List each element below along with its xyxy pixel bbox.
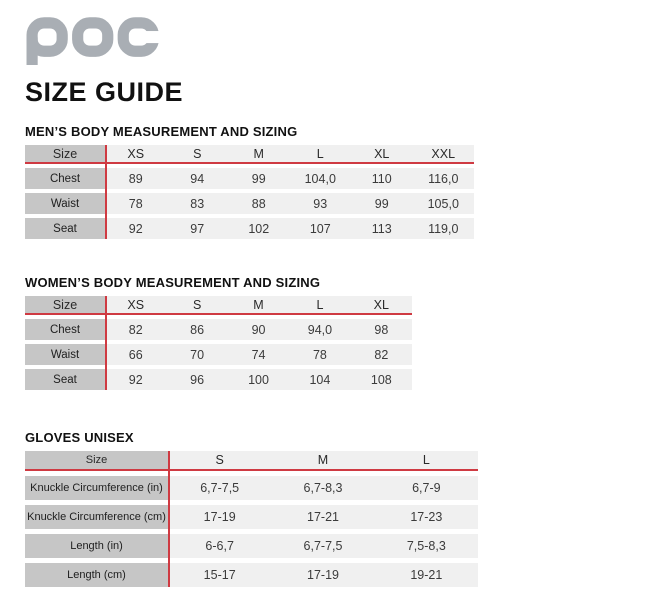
value-cell: 89 xyxy=(105,168,167,189)
row-label-cell: Waist xyxy=(25,344,105,365)
value-cell: 74 xyxy=(228,344,289,365)
value-cell: 94,0 xyxy=(289,319,350,340)
poc-logo-letter-o xyxy=(78,23,108,51)
value-cell: 98 xyxy=(351,319,412,340)
womens-sizing-section xyxy=(25,275,660,390)
row-label-cell: Waist xyxy=(25,193,105,214)
column-header-l: L xyxy=(290,145,352,162)
page-title: SIZE GUIDE xyxy=(25,77,184,107)
value-cell: 6-6,7 xyxy=(168,534,271,558)
value-cell: 83 xyxy=(167,193,229,214)
value-cell: 6,7-7,5 xyxy=(271,534,374,558)
table-row xyxy=(25,369,412,390)
value-cell: 82 xyxy=(351,344,412,365)
section-heading-mens: MEN’S BODY MEASUREMENT AND SIZING xyxy=(25,124,298,140)
value-cell: 86 xyxy=(166,319,227,340)
column-header-s: S xyxy=(168,451,271,469)
table-row xyxy=(25,218,474,239)
gloves-sizing-section xyxy=(25,430,660,587)
value-cell: 119,0 xyxy=(413,218,475,239)
value-cell: 102 xyxy=(228,218,290,239)
table-row xyxy=(25,319,412,340)
table-header-row xyxy=(25,145,474,164)
row-label-cell: Chest xyxy=(25,319,105,340)
value-cell: 104,0 xyxy=(290,168,352,189)
table-row xyxy=(25,505,478,529)
value-cell: 116,0 xyxy=(413,168,475,189)
value-cell: 6,7-7,5 xyxy=(168,476,271,500)
table-row xyxy=(25,534,478,558)
row-label-cell: Seat xyxy=(25,218,105,239)
row-label-cell: Knuckle Circumference (cm) xyxy=(25,505,168,529)
value-cell: 17-19 xyxy=(271,563,374,587)
value-cell: 6,7-8,3 xyxy=(271,476,374,500)
value-cell: 107 xyxy=(290,218,352,239)
mens-sizing-section xyxy=(25,124,660,239)
column-divider-line xyxy=(105,296,107,390)
value-cell: 82 xyxy=(105,319,166,340)
table-row xyxy=(25,563,478,587)
table-row xyxy=(25,193,474,214)
table-header-row xyxy=(25,451,478,471)
value-cell: 7,5-8,3 xyxy=(375,534,478,558)
value-cell: 17-23 xyxy=(375,505,478,529)
row-label-cell: Chest xyxy=(25,168,105,189)
table-row xyxy=(25,344,412,365)
row-label-cell: Length (cm) xyxy=(25,563,168,587)
column-header-s: S xyxy=(167,145,229,162)
table-row xyxy=(25,168,474,189)
value-cell: 108 xyxy=(351,369,412,390)
column-divider-line xyxy=(105,145,107,239)
section-heading-gloves: GLOVES UNISEX xyxy=(25,430,134,446)
corner-size-cell: Size xyxy=(25,451,168,469)
row-label-cell: Seat xyxy=(25,369,105,390)
womens-sizing-table xyxy=(25,296,412,390)
gloves-sizing-table xyxy=(25,451,478,587)
mens-sizing-table xyxy=(25,145,474,239)
column-header-xl: XL xyxy=(351,296,412,313)
section-heading-womens: WOMEN’S BODY MEASUREMENT AND SIZING xyxy=(25,275,321,291)
column-header-xl: XL xyxy=(351,145,413,162)
column-header-m: M xyxy=(271,451,374,469)
value-cell: 100 xyxy=(228,369,289,390)
corner-size-cell: Size xyxy=(25,145,105,162)
poc-logo-letter-c-gap xyxy=(146,31,163,43)
value-cell: 97 xyxy=(167,218,229,239)
value-cell: 90 xyxy=(228,319,289,340)
table-row xyxy=(25,476,478,500)
poc-logo xyxy=(25,16,163,65)
value-cell: 104 xyxy=(289,369,350,390)
value-cell: 78 xyxy=(105,193,167,214)
column-header-xs: XS xyxy=(105,145,167,162)
value-cell: 66 xyxy=(105,344,166,365)
value-cell: 19-21 xyxy=(375,563,478,587)
value-cell: 94 xyxy=(167,168,229,189)
value-cell: 93 xyxy=(290,193,352,214)
value-cell: 105,0 xyxy=(413,193,475,214)
value-cell: 88 xyxy=(228,193,290,214)
value-cell: 99 xyxy=(228,168,290,189)
value-cell: 99 xyxy=(351,193,413,214)
column-header-l: L xyxy=(375,451,478,469)
value-cell: 15-17 xyxy=(168,563,271,587)
column-divider-line xyxy=(168,451,170,587)
value-cell: 17-21 xyxy=(271,505,374,529)
row-label-cell: Length (in) xyxy=(25,534,168,558)
column-header-xs: XS xyxy=(105,296,166,313)
value-cell: 78 xyxy=(289,344,350,365)
column-header-s: S xyxy=(166,296,227,313)
value-cell: 92 xyxy=(105,369,166,390)
table-header-row xyxy=(25,296,412,315)
value-cell: 96 xyxy=(166,369,227,390)
value-cell: 70 xyxy=(166,344,227,365)
value-cell: 17-19 xyxy=(168,505,271,529)
corner-size-cell: Size xyxy=(25,296,105,313)
column-header-xxl: XXL xyxy=(413,145,475,162)
column-header-l: L xyxy=(289,296,350,313)
value-cell: 6,7-9 xyxy=(375,476,478,500)
value-cell: 92 xyxy=(105,218,167,239)
column-header-m: M xyxy=(228,296,289,313)
value-cell: 113 xyxy=(351,218,413,239)
row-label-cell: Knuckle Circumference (in) xyxy=(25,476,168,500)
column-header-m: M xyxy=(228,145,290,162)
value-cell: 110 xyxy=(351,168,413,189)
